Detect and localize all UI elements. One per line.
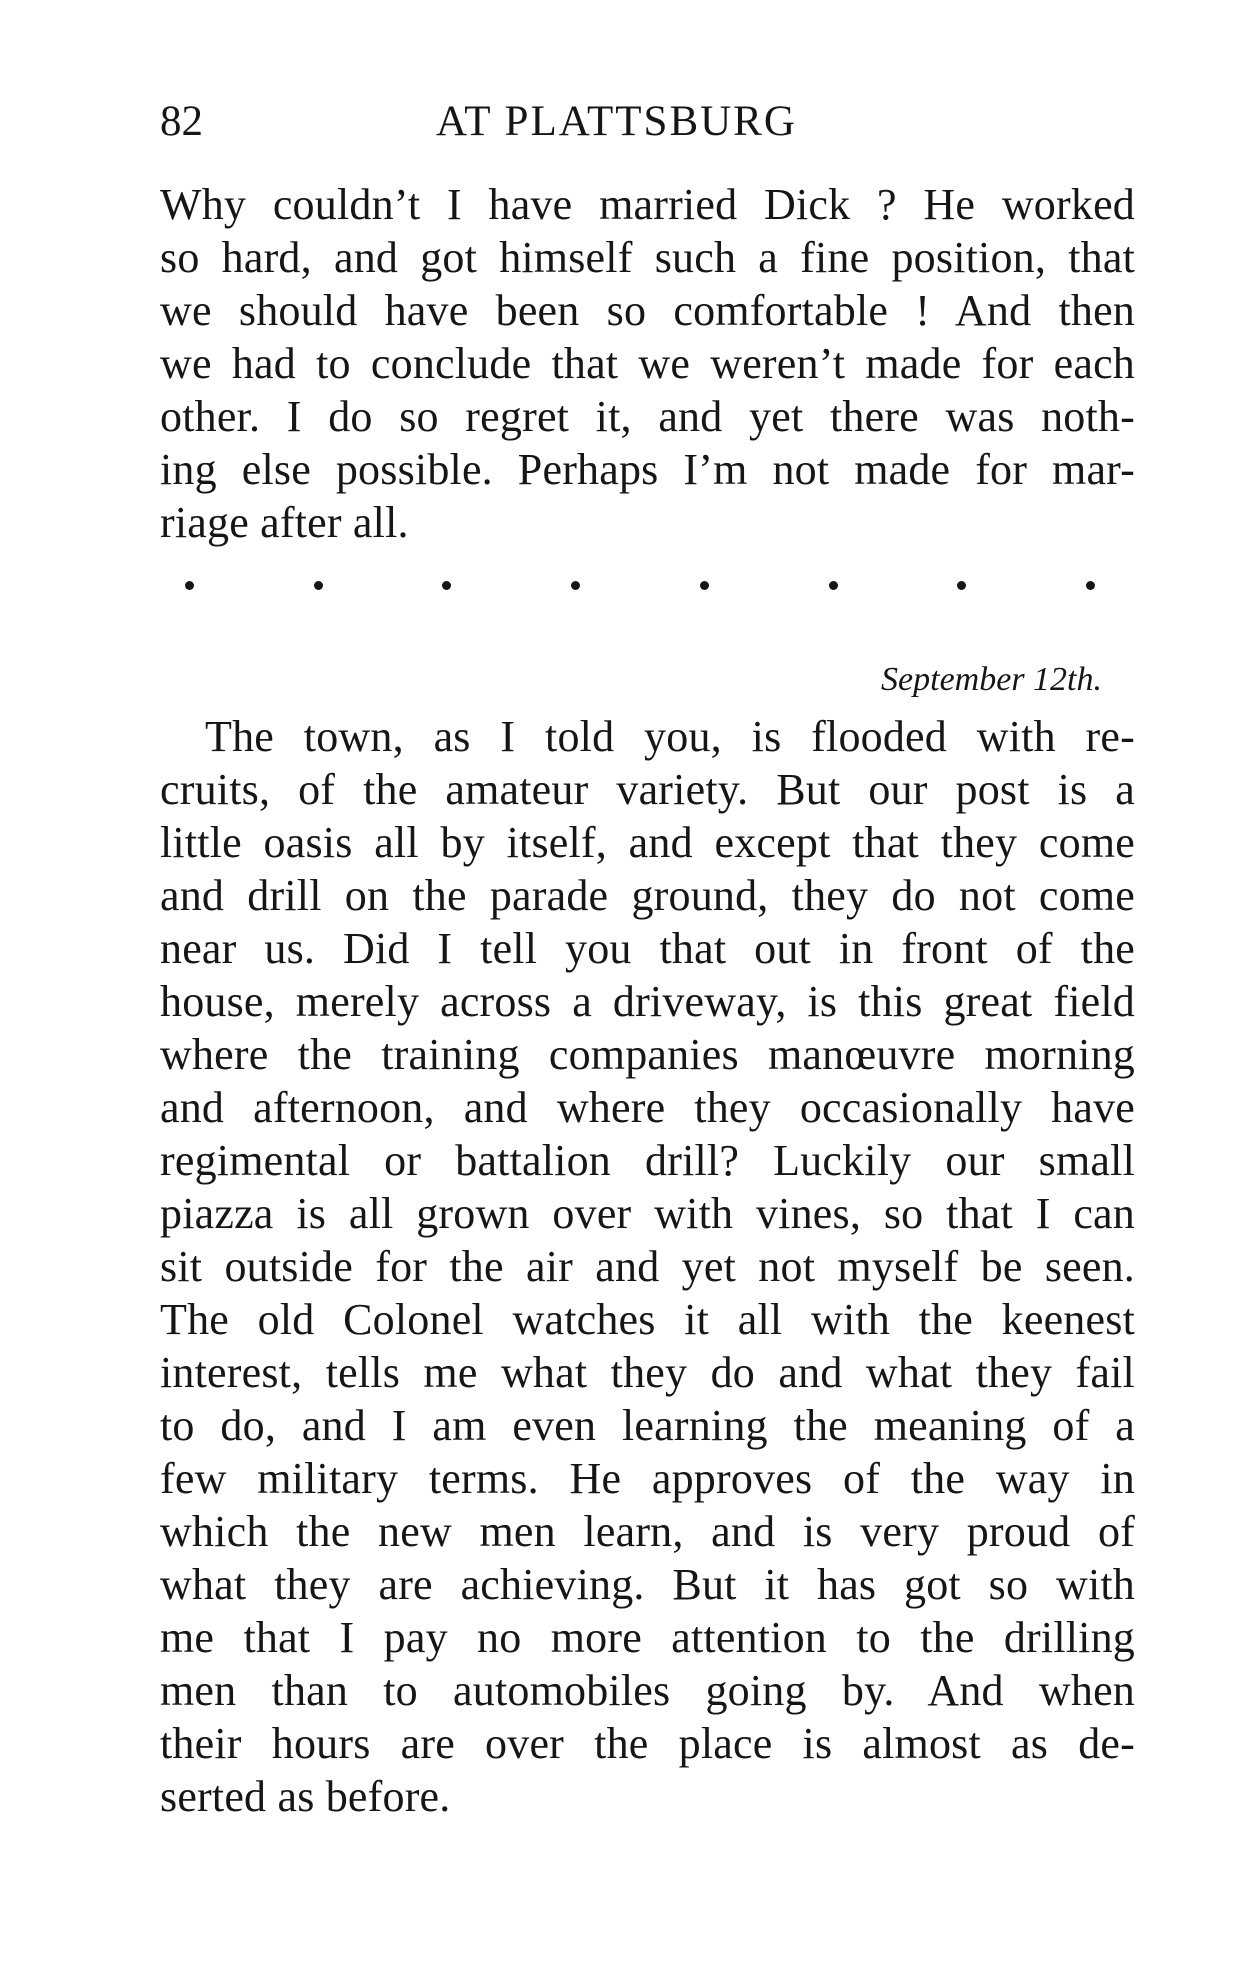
text-line: near us. Did I tell you that out in front of the: [160, 924, 1135, 973]
entry-date: September 12th.: [881, 661, 1102, 698]
text-line: regimental or battalion drill? Luckily our small: [160, 1136, 1135, 1185]
text-line: and drill on the parade ground, they do not come: [160, 871, 1135, 920]
text-line: where the training companies manœuvre morning: [160, 1030, 1135, 1079]
text-line: sit outside for the air and yet not myself be seen.: [160, 1242, 1135, 1291]
text-line: Why couldn’t I have married Dick ? He worked: [160, 180, 1135, 229]
separator-dot: [1086, 581, 1095, 590]
text-line: other. I do so regret it, and yet there was noth-: [160, 392, 1135, 441]
section-separator: [185, 570, 1095, 600]
text-line: interest, tells me what they do and what they fail: [160, 1348, 1135, 1397]
text-line: The old Colonel watches it all with the keenest: [160, 1295, 1135, 1344]
text-line: so hard, and got himself such a fine position, that: [160, 233, 1135, 282]
text-line: their hours are over the place is almost as de-: [160, 1719, 1135, 1768]
text-line: piazza is all grown over with vines, so that I can: [160, 1189, 1135, 1238]
text-line: we had to conclude that we weren’t made for each: [160, 339, 1135, 388]
text-line: ing else possible. Perhaps I’m not made for mar-: [160, 445, 1135, 494]
running-head: [160, 92, 1138, 152]
text-line: to do, and I am even learning the meaning of a: [160, 1401, 1135, 1450]
text-line: little oasis all by itself, and except that they come: [160, 818, 1135, 867]
separator-dot: [314, 581, 323, 590]
text-line: The town, as I told you, is flooded with re-: [205, 712, 1135, 761]
running-title: AT PLATTSBURG: [436, 98, 797, 145]
text-line: me that I pay no more attention to the drilling: [160, 1613, 1135, 1662]
text-line: we should have been so comfortable ! And then: [160, 286, 1135, 335]
separator-dot: [829, 581, 838, 590]
separator-dot: [442, 581, 451, 590]
separator-dot: [957, 581, 966, 590]
text-line: few military terms. He approves of the way in: [160, 1454, 1135, 1503]
text-line: which the new men learn, and is very proud of: [160, 1507, 1135, 1556]
text-line: and afternoon, and where they occasionally have: [160, 1083, 1135, 1132]
text-line: men than to automobiles going by. And when: [160, 1666, 1135, 1715]
paragraph-one: [160, 178, 1135, 549]
separator-dot: [185, 581, 194, 590]
text-line: serted as before.: [160, 1772, 451, 1821]
page-number: 82: [160, 98, 203, 145]
entry-body: [160, 710, 1135, 1823]
text-line: cruits, of the amateur variety. But our post is a: [160, 765, 1135, 814]
text-line: what they are achieving. But it has got so with: [160, 1560, 1135, 1609]
text-line: house, merely across a driveway, is this great field: [160, 977, 1135, 1026]
separator-dot: [571, 581, 580, 590]
separator-dot: [700, 581, 709, 590]
text-line: riage after all.: [160, 498, 409, 547]
